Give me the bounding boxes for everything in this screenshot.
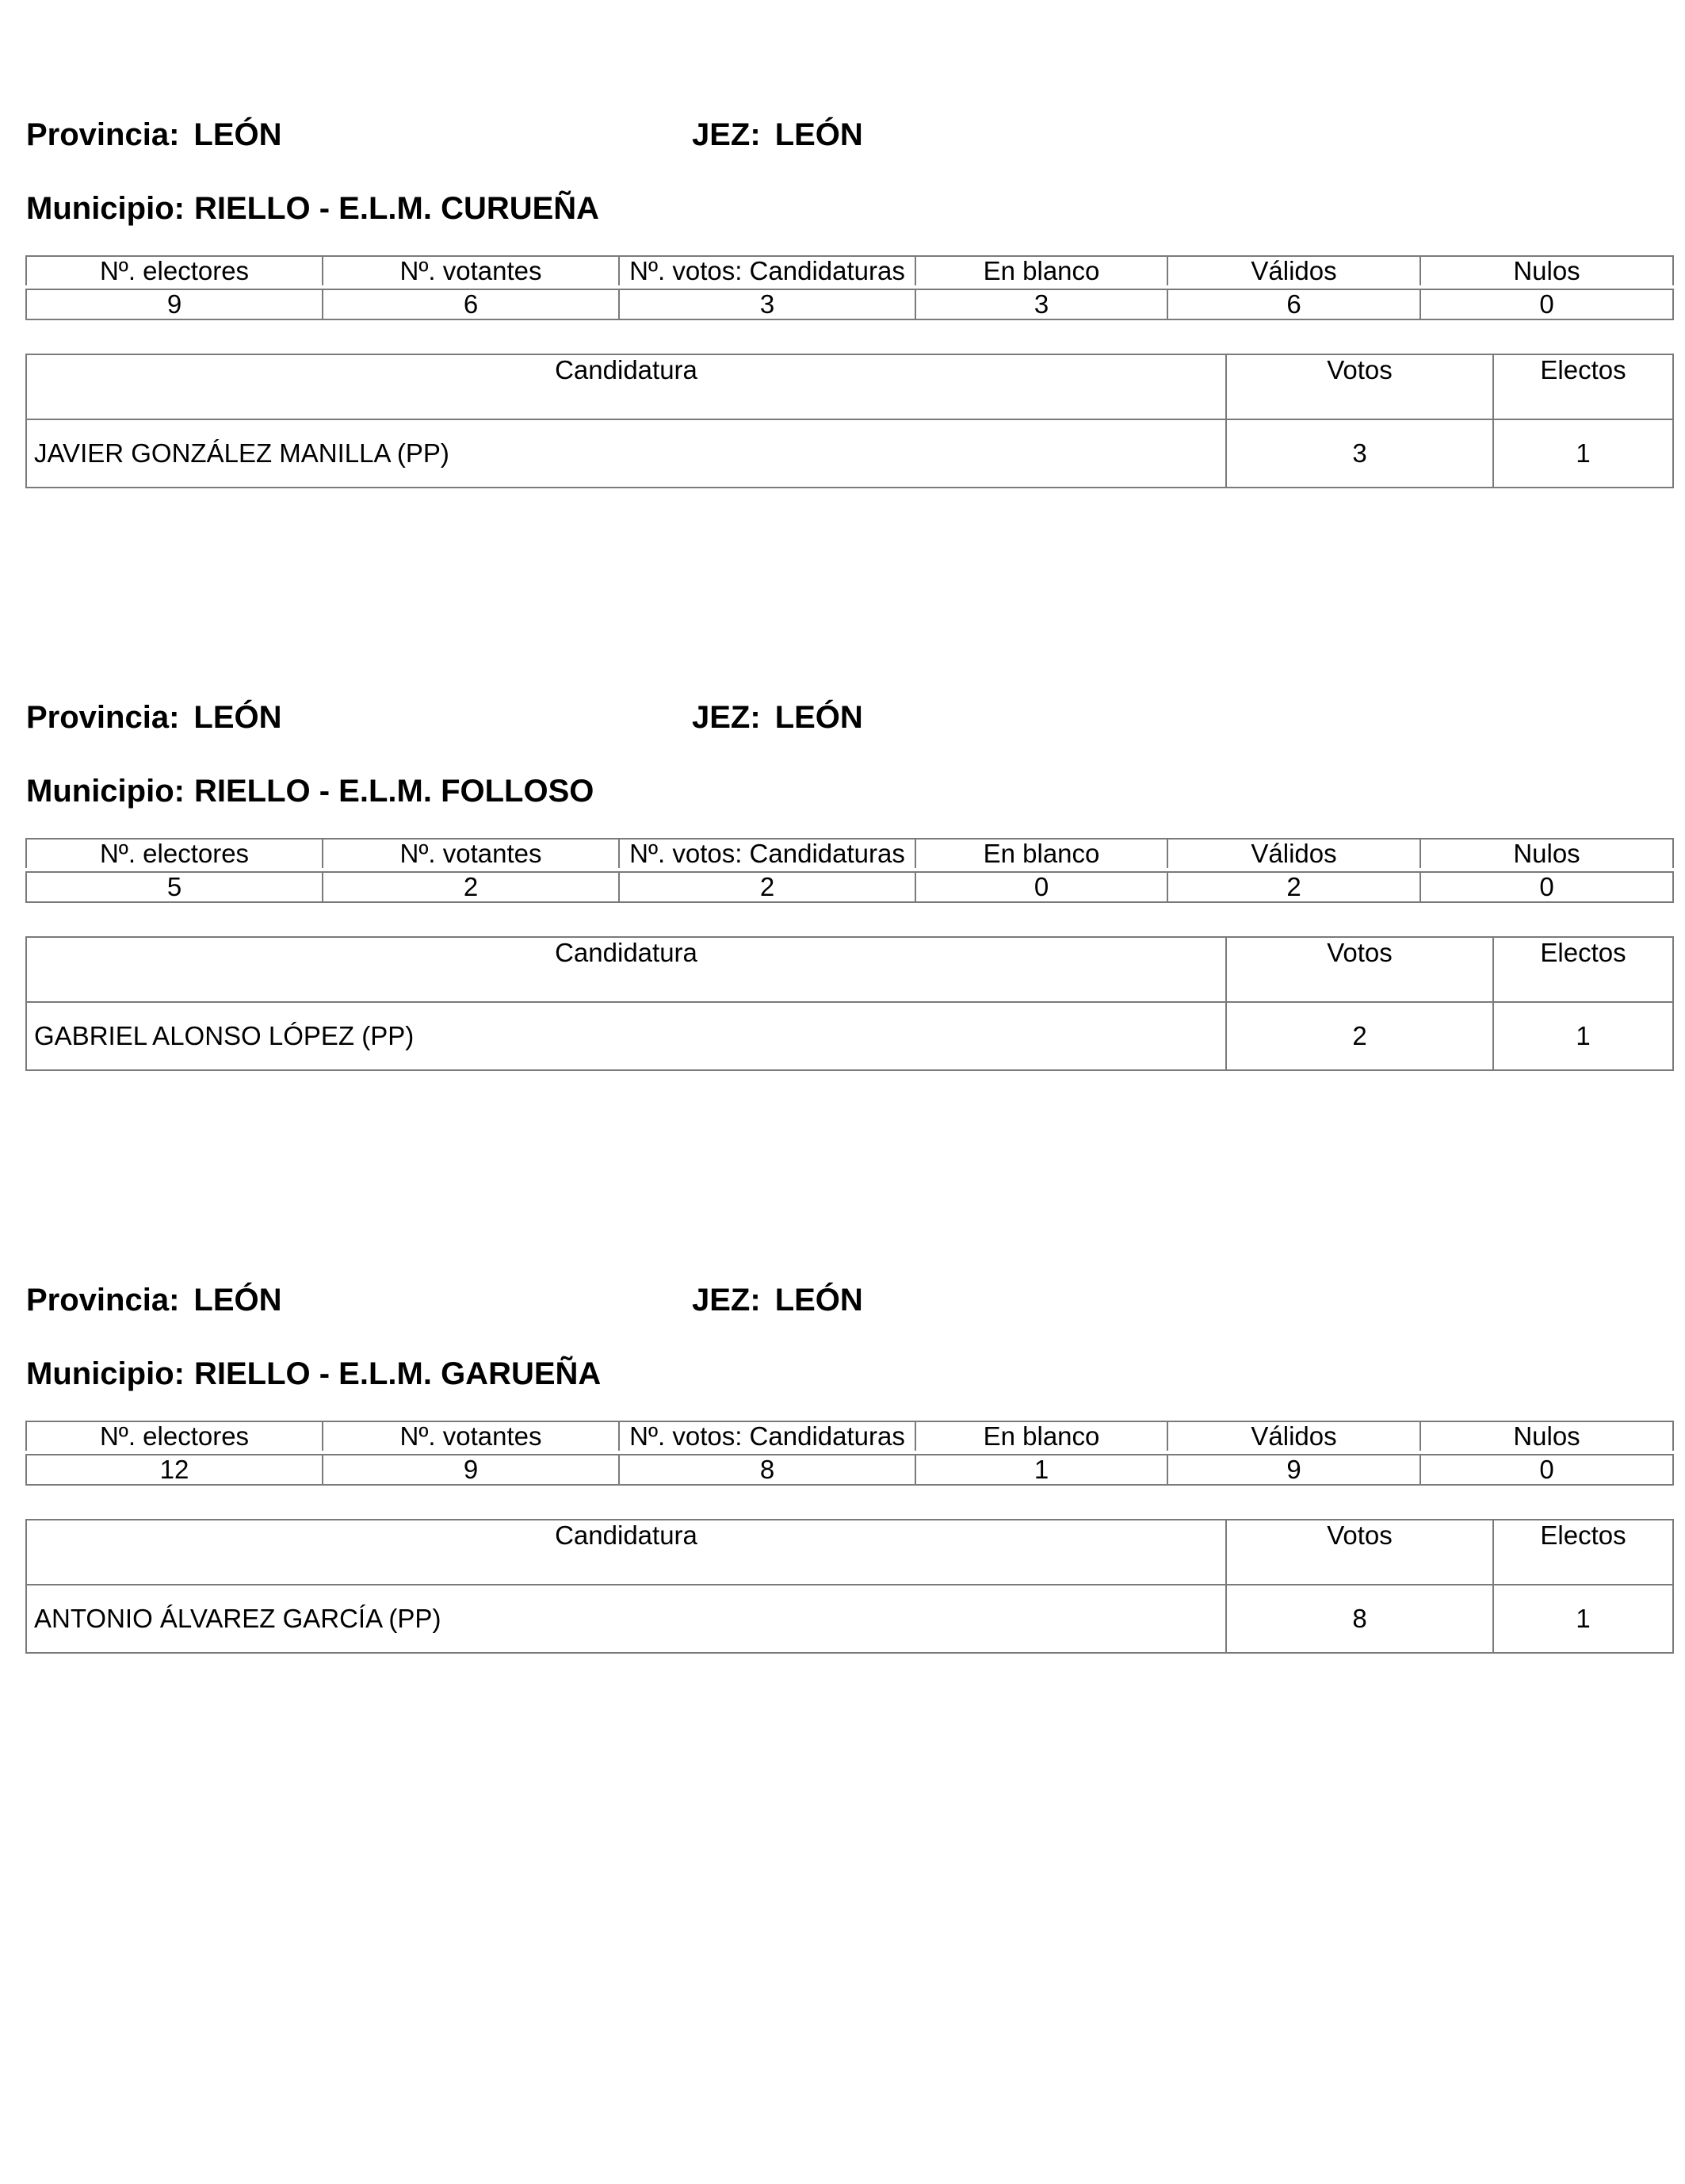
votos-header: Votos bbox=[1226, 1520, 1493, 1585]
stats-value-validos: 9 bbox=[1167, 1455, 1420, 1485]
candidate-name: ANTONIO ÁLVAREZ GARCÍA (PP) bbox=[26, 1585, 1226, 1653]
provincia-label: Provincia: bbox=[26, 1283, 180, 1318]
stats-header-row bbox=[26, 839, 1673, 868]
stats-header-en-blanco: En blanco bbox=[915, 256, 1167, 285]
votos-header: Votos bbox=[1226, 937, 1493, 1002]
stats-value-nulos: 0 bbox=[1420, 1455, 1673, 1485]
candidates-header-row bbox=[26, 354, 1673, 419]
stats-value-nulos: 0 bbox=[1420, 872, 1673, 902]
stats-value-votos-candidaturas: 2 bbox=[619, 872, 915, 902]
municipio-label: Municipio: bbox=[26, 191, 185, 226]
stats-header-electores: Nº. electores bbox=[26, 839, 323, 868]
stats-value-en-blanco: 0 bbox=[915, 872, 1167, 902]
stats-value-en-blanco: 3 bbox=[915, 289, 1167, 319]
candidate-votos: 2 bbox=[1226, 1002, 1493, 1070]
stats-header-votantes: Nº. votantes bbox=[323, 256, 619, 285]
municipio-label: Municipio: bbox=[26, 774, 185, 809]
municipio-value: RIELLO - E.L.M. CURUEÑA bbox=[193, 191, 600, 226]
stats-header-nulos: Nulos bbox=[1420, 256, 1673, 285]
municipio-value: RIELLO - E.L.M. GARUEÑA bbox=[193, 1356, 602, 1391]
result-block bbox=[0, 698, 1685, 1050]
provincia-value: LEÓN bbox=[193, 1283, 282, 1318]
stats-value-votos-candidaturas: 8 bbox=[619, 1455, 915, 1485]
stats-header-en-blanco: En blanco bbox=[915, 839, 1167, 868]
stats-header-row bbox=[26, 1421, 1673, 1451]
candidatura-header: Candidatura bbox=[26, 354, 1226, 419]
stats-header-en-blanco: En blanco bbox=[915, 1421, 1167, 1451]
stats-header-votos-candidaturas: Nº. votos: Candidaturas bbox=[619, 256, 915, 285]
stats-value-electores: 5 bbox=[26, 872, 323, 902]
municipio-line bbox=[26, 189, 599, 228]
stats-header-nulos: Nulos bbox=[1420, 839, 1673, 868]
stats-value-electores: 12 bbox=[26, 1455, 323, 1485]
jez-label: JEZ: bbox=[692, 700, 761, 735]
candidates-table bbox=[25, 1519, 1674, 1654]
municipio-line bbox=[26, 1355, 601, 1393]
stats-value-votos-candidaturas: 3 bbox=[619, 289, 915, 319]
stats-value-electores: 9 bbox=[26, 289, 323, 319]
stats-value-nulos: 0 bbox=[1420, 289, 1673, 319]
jez-line bbox=[692, 116, 863, 154]
stats-header-votos-candidaturas: Nº. votos: Candidaturas bbox=[619, 1421, 915, 1451]
jez-value: LEÓN bbox=[774, 700, 863, 735]
candidate-votos: 8 bbox=[1226, 1585, 1493, 1653]
candidate-name: JAVIER GONZÁLEZ MANILLA (PP) bbox=[26, 419, 1226, 488]
provincia-line bbox=[26, 698, 282, 736]
stats-value-en-blanco: 1 bbox=[915, 1455, 1167, 1485]
provincia-label: Provincia: bbox=[26, 117, 180, 152]
candidates-table bbox=[25, 354, 1674, 488]
stats-value-votantes: 9 bbox=[323, 1455, 619, 1485]
stats-value-row bbox=[26, 1455, 1673, 1485]
stats-header-validos: Válidos bbox=[1167, 1421, 1420, 1451]
provincia-value: LEÓN bbox=[193, 117, 282, 152]
jez-label: JEZ: bbox=[692, 1283, 761, 1318]
stats-header-votos-candidaturas: Nº. votos: Candidaturas bbox=[619, 839, 915, 868]
candidate-row bbox=[26, 1002, 1673, 1070]
electos-header: Electos bbox=[1493, 937, 1673, 1002]
electos-header: Electos bbox=[1493, 1520, 1673, 1585]
candidates-table bbox=[25, 936, 1674, 1071]
stats-table bbox=[25, 255, 1674, 320]
candidatura-header: Candidatura bbox=[26, 1520, 1226, 1585]
stats-value-votantes: 6 bbox=[323, 289, 619, 319]
stats-value-row bbox=[26, 289, 1673, 319]
jez-line bbox=[692, 698, 863, 736]
municipio-label: Municipio: bbox=[26, 1356, 185, 1391]
jez-line bbox=[692, 1281, 863, 1319]
stats-header-validos: Válidos bbox=[1167, 839, 1420, 868]
provincia-line bbox=[26, 116, 282, 154]
stats-value-validos: 2 bbox=[1167, 872, 1420, 902]
stats-header-votantes: Nº. votantes bbox=[323, 1421, 619, 1451]
result-block bbox=[0, 1281, 1685, 1633]
candidates-header-row bbox=[26, 1520, 1673, 1585]
stats-header-electores: Nº. electores bbox=[26, 256, 323, 285]
provincia-label: Provincia: bbox=[26, 700, 180, 735]
municipio-value: RIELLO - E.L.M. FOLLOSO bbox=[193, 774, 594, 809]
stats-header-validos: Válidos bbox=[1167, 256, 1420, 285]
candidate-electos: 1 bbox=[1493, 419, 1673, 488]
candidate-row bbox=[26, 1585, 1673, 1653]
stats-header-electores: Nº. electores bbox=[26, 1421, 323, 1451]
candidatura-header: Candidatura bbox=[26, 937, 1226, 1002]
candidate-name: GABRIEL ALONSO LÓPEZ (PP) bbox=[26, 1002, 1226, 1070]
stats-value-votantes: 2 bbox=[323, 872, 619, 902]
provincia-line bbox=[26, 1281, 282, 1319]
stats-value-row bbox=[26, 872, 1673, 902]
jez-value: LEÓN bbox=[774, 117, 863, 152]
municipio-line bbox=[26, 772, 594, 810]
stats-header-votantes: Nº. votantes bbox=[323, 839, 619, 868]
provincia-value: LEÓN bbox=[193, 700, 282, 735]
stats-header-nulos: Nulos bbox=[1420, 1421, 1673, 1451]
candidates-header-row bbox=[26, 937, 1673, 1002]
stats-header-row bbox=[26, 256, 1673, 285]
candidate-votos: 3 bbox=[1226, 419, 1493, 488]
candidate-electos: 1 bbox=[1493, 1002, 1673, 1070]
stats-table bbox=[25, 1421, 1674, 1486]
jez-value: LEÓN bbox=[774, 1283, 863, 1318]
candidate-row bbox=[26, 419, 1673, 488]
candidate-electos: 1 bbox=[1493, 1585, 1673, 1653]
result-block bbox=[0, 116, 1685, 468]
stats-value-validos: 6 bbox=[1167, 289, 1420, 319]
electos-header: Electos bbox=[1493, 354, 1673, 419]
jez-label: JEZ: bbox=[692, 117, 761, 152]
votos-header: Votos bbox=[1226, 354, 1493, 419]
stats-table bbox=[25, 838, 1674, 903]
